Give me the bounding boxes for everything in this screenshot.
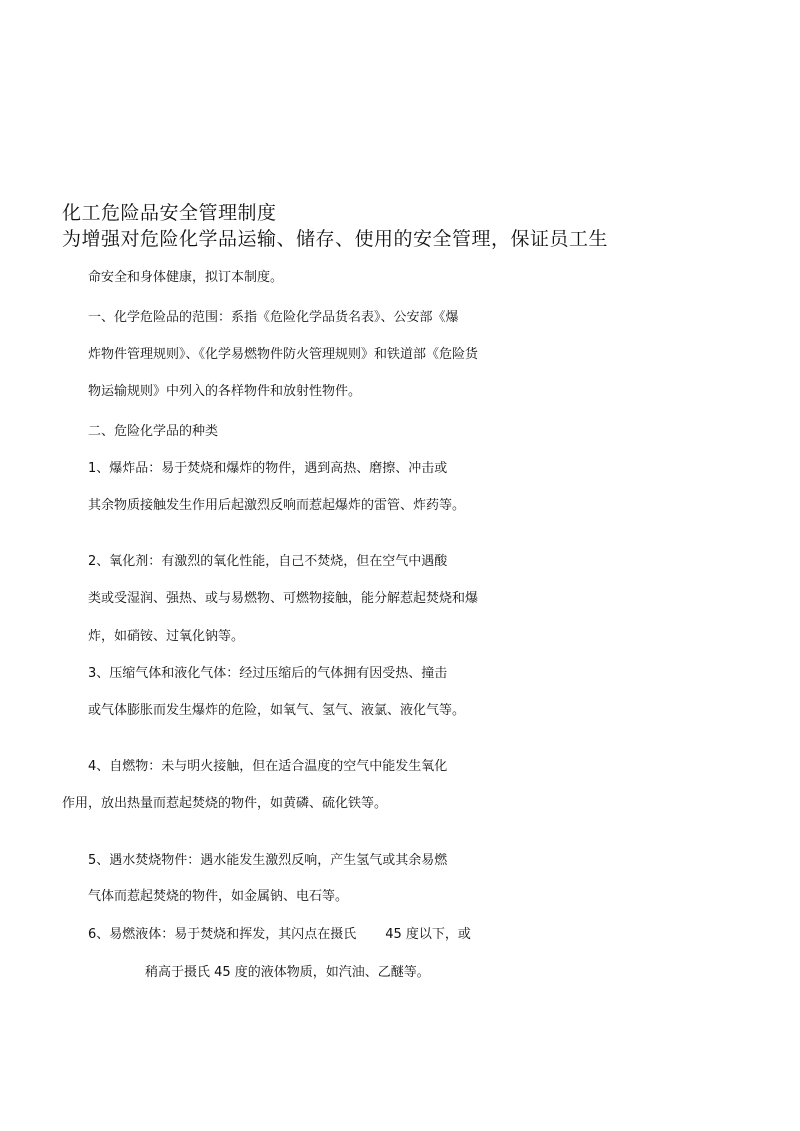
body-line: 稍高于摄氏 45 度的液体物质，如汽油、乙醚等。 [145,965,430,980]
body-line: 一、化学危险品的范围：系指《危险化学品货名表》、公安部《爆 [88,310,459,325]
body-line: 2、氧化剂：有激烈的氧化性能，自己不焚烧，但在空气中遇酸 [88,554,448,569]
body-line: 或气体膨胀而发生爆炸的危险，如氧气、氢气、液氯、液化气等。 [88,703,466,718]
body-line: 命安全和身体健康，拟订本制度。 [88,270,284,285]
body-line: 3、压缩气体和液化气体：经过压缩后的气体拥有因受热、撞击 [88,666,448,681]
body-line: 气体而惹起焚烧的物件，如金属钠、电石等。 [88,889,349,904]
body-line: 4、自燃物：未与明火接触，但在适合温度的空气中能发生氧化 [88,759,448,774]
body-line: 类或受湿润、强热、或与易燃物、可燃物接触，能分解惹起焚烧和爆 [88,591,479,606]
section-heading: 二、危险化学品的种类 [88,424,219,439]
intro-line: 为增强对危险化学品运输、储存、使用的安全管理，保证员工生 [62,228,609,250]
body-line: 炸，如硝铵、过氧化钠等。 [88,629,245,644]
document-title: 化工危险品安全管理制度 [62,202,277,224]
body-line: 6、易燃液体：易于焚烧和挥发，其闪点在摄氏 45 度以下，或 [88,927,471,942]
body-line: 物运输规则》中列入的各样物件和放射性物件。 [88,384,362,399]
body-line: 1、爆炸品：易于焚烧和爆炸的物件，遇到高热、磨擦、冲击或 [88,461,448,476]
body-line: 炸物件管理规则》、《化学易燃物件防火管理规则》和铁道部《危险货 [88,347,479,362]
body-line: 作用，放出热量而惹起焚烧的物件，如黄磷、硫化铁等。 [62,796,388,811]
body-line: 其余物质接触发生作用后起激烈反响而惹起爆炸的雷管、炸药等。 [88,498,466,513]
body-line: 5、遇水焚烧物件：遇水能发生激烈反响，产生氢气或其余易燃 [88,853,448,868]
